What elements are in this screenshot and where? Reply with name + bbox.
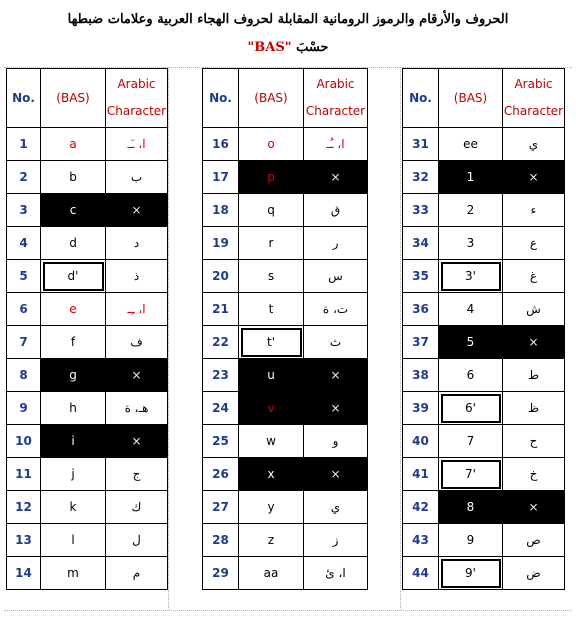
arabic-character: ب — [106, 161, 168, 194]
table-row — [403, 194, 565, 227]
table-row — [203, 458, 368, 491]
bas-symbol: 8 — [439, 491, 503, 524]
arabic-character: ط — [503, 359, 565, 392]
arabic-character: ذ — [106, 260, 168, 293]
table-row — [403, 128, 565, 161]
letter-number: 8 — [7, 359, 41, 392]
arabic-character: × — [503, 491, 565, 524]
bas-symbol: q — [239, 194, 304, 227]
bas-symbol: x — [239, 458, 304, 491]
arabic-character: ت، ة — [304, 293, 368, 326]
table-row — [7, 161, 168, 194]
table-row — [403, 227, 565, 260]
page-title: الحروف والأرقام والرموز الرومانية المقابلة لحروف الهجاء العربية وعلامات ضبطها — [67, 12, 509, 27]
letter-number: 12 — [7, 491, 41, 524]
table-row — [203, 359, 368, 392]
arabic-character: × — [304, 458, 368, 491]
letter-number: 4 — [7, 227, 41, 260]
table-row — [203, 425, 368, 458]
letter-number: 34 — [403, 227, 439, 260]
header-no: No. — [403, 69, 439, 128]
letter-number: 32 — [403, 161, 439, 194]
letter-number: 17 — [203, 161, 239, 194]
arabic-character: ظ — [503, 392, 565, 425]
bas-symbol: 2 — [439, 194, 503, 227]
table-row — [403, 491, 565, 524]
arabic-character: ك — [106, 491, 168, 524]
bas-symbol: p — [239, 161, 304, 194]
table-row — [203, 227, 368, 260]
bas-symbol: h — [41, 392, 106, 425]
table-row — [403, 524, 565, 557]
arabic-character: ض — [503, 557, 565, 590]
bas-symbol: e — [41, 293, 106, 326]
letter-number: 9 — [7, 392, 41, 425]
letter-number: 26 — [203, 458, 239, 491]
bas-symbol: 5 — [439, 326, 503, 359]
bas-symbol: t' — [239, 326, 304, 359]
letter-number: 39 — [403, 392, 439, 425]
bas-symbol: d — [41, 227, 106, 260]
arabic-character: س — [304, 260, 368, 293]
bas-symbol: d' — [41, 260, 106, 293]
letter-number: 6 — [7, 293, 41, 326]
header-bas: (BAS) — [239, 69, 304, 128]
letter-number: 3 — [7, 194, 41, 227]
letter-number: 43 — [403, 524, 439, 557]
table-row — [203, 161, 368, 194]
bas-symbol: 7' — [439, 458, 503, 491]
bas-symbol: 4 — [439, 293, 503, 326]
table-row — [203, 491, 368, 524]
bas-symbol: aa — [239, 557, 304, 590]
arabic-character: ف — [106, 326, 168, 359]
letter-number: 2 — [7, 161, 41, 194]
header-arabic-character: Arabic Character — [304, 69, 368, 128]
arabic-character: × — [304, 359, 368, 392]
arabic-character: ي — [503, 128, 565, 161]
bas-symbol: 9' — [439, 557, 503, 590]
letters-table-2 — [202, 68, 368, 590]
table-row — [203, 326, 368, 359]
dotted-guide-right — [400, 67, 401, 610]
table-row — [203, 524, 368, 557]
table-row — [203, 293, 368, 326]
letter-number: 41 — [403, 458, 439, 491]
arabic-character: ر — [304, 227, 368, 260]
table-row — [403, 260, 565, 293]
letter-number: 36 — [403, 293, 439, 326]
table-row — [203, 260, 368, 293]
bas-symbol: f — [41, 326, 106, 359]
bas-symbol: u — [239, 359, 304, 392]
arabic-character: × — [304, 161, 368, 194]
letter-number: 37 — [403, 326, 439, 359]
bas-symbol: r — [239, 227, 304, 260]
arabic-character: ء — [503, 194, 565, 227]
letter-number: 19 — [203, 227, 239, 260]
table-row — [7, 293, 168, 326]
letters-table-1 — [6, 68, 168, 590]
table-row — [7, 392, 168, 425]
table-row — [203, 128, 368, 161]
bas-symbol: 1 — [439, 161, 503, 194]
arabic-character: د — [106, 227, 168, 260]
arabic-character: × — [106, 194, 168, 227]
table-header-row — [203, 69, 368, 128]
letter-number: 18 — [203, 194, 239, 227]
arabic-character: × — [106, 425, 168, 458]
bas-symbol: 3 — [439, 227, 503, 260]
table-row — [7, 128, 168, 161]
arabic-character: ا، ـُـ — [304, 128, 368, 161]
letter-number: 42 — [403, 491, 439, 524]
letter-number: 44 — [403, 557, 439, 590]
arabic-character: م — [106, 557, 168, 590]
table-row — [7, 260, 168, 293]
bas-symbol: 6' — [439, 392, 503, 425]
table-row — [7, 425, 168, 458]
letter-number: 31 — [403, 128, 439, 161]
letter-number: 28 — [203, 524, 239, 557]
letter-number: 16 — [203, 128, 239, 161]
letter-number: 13 — [7, 524, 41, 557]
letter-number: 21 — [203, 293, 239, 326]
bas-symbol: o — [239, 128, 304, 161]
bas-symbol: b — [41, 161, 106, 194]
bas-symbol: s — [239, 260, 304, 293]
arabic-character: ي — [304, 491, 368, 524]
letter-number: 38 — [403, 359, 439, 392]
arabic-character: × — [304, 392, 368, 425]
header-no: No. — [7, 69, 41, 128]
letter-number: 10 — [7, 425, 41, 458]
bas-symbol: y — [239, 491, 304, 524]
letter-number: 14 — [7, 557, 41, 590]
arabic-character: × — [106, 359, 168, 392]
table-row — [7, 359, 168, 392]
arabic-character: ا، ـَـ — [106, 128, 168, 161]
letter-number: 5 — [7, 260, 41, 293]
table-row — [7, 227, 168, 260]
bas-symbol: j — [41, 458, 106, 491]
table-row — [403, 161, 565, 194]
letter-number: 33 — [403, 194, 439, 227]
letter-number: 35 — [403, 260, 439, 293]
bas-symbol: l — [41, 524, 106, 557]
letter-number: 22 — [203, 326, 239, 359]
letter-number: 29 — [203, 557, 239, 590]
table-row — [7, 524, 168, 557]
arabic-character: خ — [503, 458, 565, 491]
letter-number: 23 — [203, 359, 239, 392]
subtitle-bas: "BAS" — [247, 40, 292, 55]
bas-symbol: i — [41, 425, 106, 458]
arabic-character: × — [503, 326, 565, 359]
bas-symbol: 3' — [439, 260, 503, 293]
bas-symbol: w — [239, 425, 304, 458]
arabic-character: ش — [503, 293, 565, 326]
table-row — [7, 326, 168, 359]
bas-symbol: g — [41, 359, 106, 392]
header-no: No. — [203, 69, 239, 128]
bas-symbol: 9 — [439, 524, 503, 557]
bas-symbol: v — [239, 392, 304, 425]
arabic-character: ق — [304, 194, 368, 227]
letter-number: 11 — [7, 458, 41, 491]
arabic-character: ث — [304, 326, 368, 359]
table-row — [203, 194, 368, 227]
table-row — [7, 194, 168, 227]
table-row — [403, 293, 565, 326]
table-row — [403, 392, 565, 425]
letter-number: 20 — [203, 260, 239, 293]
page-subtitle — [0, 40, 576, 55]
arabic-character: ل — [106, 524, 168, 557]
table-row — [7, 458, 168, 491]
header-bas: (BAS) — [41, 69, 106, 128]
table-row — [403, 359, 565, 392]
letter-number: 1 — [7, 128, 41, 161]
arabic-character: ا، ئ — [304, 557, 368, 590]
arabic-character: هـ، ة — [106, 392, 168, 425]
table-row — [403, 425, 565, 458]
table-row — [7, 557, 168, 590]
letter-number: 40 — [403, 425, 439, 458]
letter-number: 24 — [203, 392, 239, 425]
table-row — [403, 326, 565, 359]
arabic-character: ص — [503, 524, 565, 557]
arabic-character: ج — [106, 458, 168, 491]
arabic-character: غ — [503, 260, 565, 293]
table-row — [203, 392, 368, 425]
bas-symbol: m — [41, 557, 106, 590]
table-header-row — [7, 69, 168, 128]
bas-symbol: k — [41, 491, 106, 524]
arabic-character: ز — [304, 524, 368, 557]
arabic-character: ع — [503, 227, 565, 260]
arabic-character: و — [304, 425, 368, 458]
header-bas: (BAS) — [439, 69, 503, 128]
arabic-character: × — [503, 161, 565, 194]
arabic-character: ا، ـِـ — [106, 293, 168, 326]
bas-symbol: 7 — [439, 425, 503, 458]
subtitle-prefix: حسْبَ — [291, 40, 329, 55]
letter-number: 25 — [203, 425, 239, 458]
bas-symbol: ee — [439, 128, 503, 161]
bas-symbol: c — [41, 194, 106, 227]
bas-symbol: z — [239, 524, 304, 557]
arabic-character: ح — [503, 425, 565, 458]
bas-symbol: a — [41, 128, 106, 161]
header-arabic-character: Arabic Character — [106, 69, 168, 128]
dotted-guide-left — [168, 67, 169, 610]
table-row — [403, 557, 565, 590]
bas-symbol: t — [239, 293, 304, 326]
table-header-row — [403, 69, 565, 128]
header-arabic-character: Arabic Character — [503, 69, 565, 128]
table-row — [7, 491, 168, 524]
letter-number: 27 — [203, 491, 239, 524]
letter-number: 7 — [7, 326, 41, 359]
bas-symbol: 6 — [439, 359, 503, 392]
table-row — [403, 458, 565, 491]
table-row — [203, 557, 368, 590]
letters-table-3 — [402, 68, 565, 590]
dotted-guide-bottom — [4, 610, 572, 611]
